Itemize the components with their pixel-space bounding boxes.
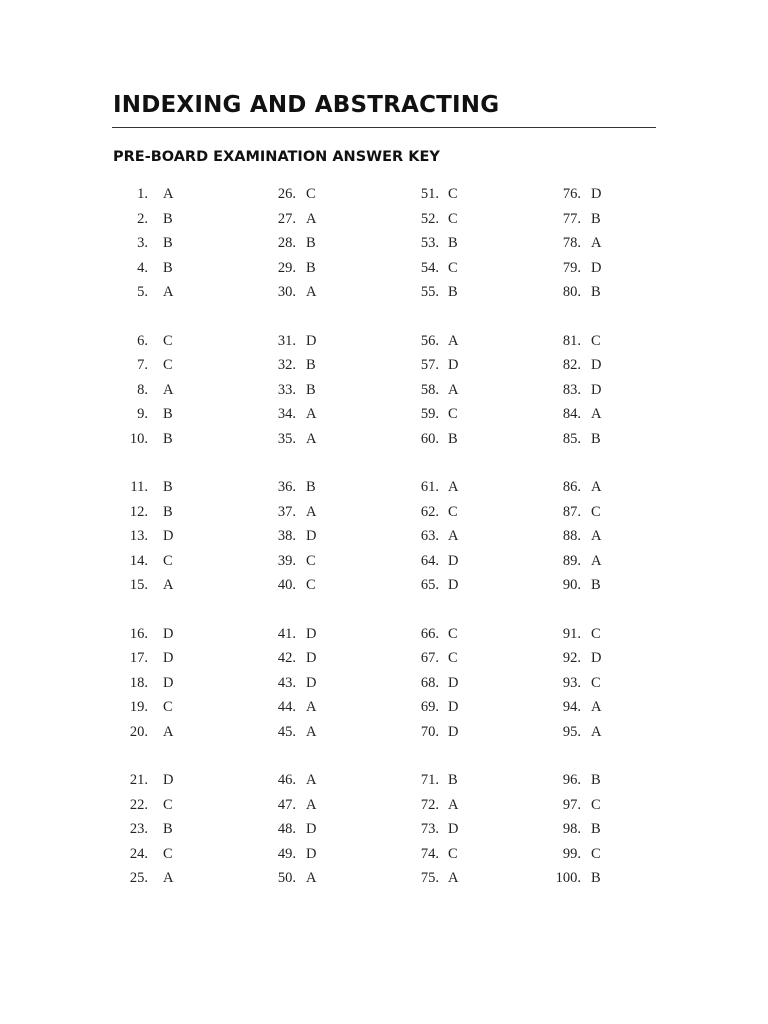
answer-letter: C bbox=[163, 357, 173, 373]
question-number: 87. bbox=[562, 503, 581, 520]
answer-letter: C bbox=[448, 259, 458, 276]
question-number: 41. bbox=[277, 625, 296, 642]
answer-letter: D bbox=[591, 381, 602, 398]
question-number: 35. bbox=[277, 430, 296, 447]
question-number: 56. bbox=[420, 332, 439, 349]
answer-letter: C bbox=[591, 845, 601, 862]
question-number: 86. bbox=[562, 479, 581, 495]
question-number: 49. bbox=[277, 845, 296, 862]
answer-letter: C bbox=[448, 845, 458, 862]
answer-letter: A bbox=[448, 796, 459, 813]
question-number: 26. bbox=[277, 186, 296, 202]
answer-letter: D bbox=[163, 674, 174, 691]
question-number: 40. bbox=[277, 577, 296, 593]
answer-letter: D bbox=[306, 332, 317, 349]
question-number: 51. bbox=[420, 186, 439, 202]
question-number: 23. bbox=[129, 821, 148, 837]
answer-letter: C bbox=[591, 625, 601, 642]
answer-letter: D bbox=[591, 186, 602, 202]
answer-letter: B bbox=[448, 284, 458, 300]
answer-letter: B bbox=[591, 210, 601, 227]
answer-letter: D bbox=[448, 357, 459, 373]
answer-letter: A bbox=[448, 479, 459, 495]
question-number: 21. bbox=[129, 772, 148, 788]
answer-letter: D bbox=[163, 528, 174, 544]
question-number: 15. bbox=[129, 577, 148, 593]
answer-letter: D bbox=[306, 845, 317, 862]
answer-letter: B bbox=[163, 430, 173, 447]
question-number: 60. bbox=[420, 430, 439, 447]
answer-letter: C bbox=[306, 186, 316, 202]
question-number: 94. bbox=[562, 699, 581, 715]
question-number: 73. bbox=[420, 821, 439, 837]
question-number: 81. bbox=[562, 332, 581, 349]
answer-letter: A bbox=[306, 870, 317, 886]
question-number: 97. bbox=[562, 796, 581, 813]
question-number: 93. bbox=[562, 674, 581, 691]
question-number: 32. bbox=[277, 357, 296, 373]
answer-letter: A bbox=[306, 430, 317, 447]
answer-letter: B bbox=[163, 479, 173, 495]
answer-letter: A bbox=[306, 284, 317, 300]
answer-letter: C bbox=[448, 210, 458, 227]
answer-letter: D bbox=[163, 650, 174, 666]
answer-letter: A bbox=[591, 406, 602, 422]
question-number: 17. bbox=[129, 650, 148, 666]
question-number: 90. bbox=[562, 577, 581, 593]
question-number: 39. bbox=[277, 552, 296, 569]
question-number: 52. bbox=[420, 210, 439, 227]
answer-letter: D bbox=[591, 357, 602, 373]
question-number: 71. bbox=[420, 772, 439, 788]
answer-letter: D bbox=[306, 674, 317, 691]
answer-letter: A bbox=[306, 406, 317, 422]
question-number: 19. bbox=[129, 699, 148, 715]
question-number: 6. bbox=[137, 332, 148, 349]
question-number: 65. bbox=[420, 577, 439, 593]
question-number: 1. bbox=[137, 186, 148, 202]
question-number: 75. bbox=[420, 870, 439, 886]
answer-letter: B bbox=[448, 430, 458, 447]
answer-letter: A bbox=[163, 870, 174, 886]
answer-letter: C bbox=[163, 699, 173, 715]
question-number: 63. bbox=[420, 528, 439, 544]
answer-letter: B bbox=[591, 430, 601, 447]
question-number: 84. bbox=[562, 406, 581, 422]
question-number: 50. bbox=[277, 870, 296, 886]
answer-letter: A bbox=[448, 870, 459, 886]
question-number: 77. bbox=[562, 210, 581, 227]
question-number: 83. bbox=[562, 381, 581, 398]
answer-letter: C bbox=[591, 796, 601, 813]
answer-letter: A bbox=[448, 381, 459, 398]
question-number: 13. bbox=[129, 528, 148, 544]
answer-letter: B bbox=[163, 821, 173, 837]
answer-letter: D bbox=[591, 259, 602, 276]
question-number: 36. bbox=[277, 479, 296, 495]
question-number: 14. bbox=[129, 552, 148, 569]
question-number: 98. bbox=[562, 821, 581, 837]
answer-letter: B bbox=[591, 821, 601, 837]
question-number: 76. bbox=[562, 186, 581, 202]
answer-letter: C bbox=[448, 650, 458, 666]
answer-letter: D bbox=[306, 821, 317, 837]
question-number: 9. bbox=[137, 406, 148, 422]
answer-letter: B bbox=[306, 357, 316, 373]
answer-letter: C bbox=[163, 332, 173, 349]
answer-letter: A bbox=[591, 528, 602, 544]
answer-letter: C bbox=[591, 503, 601, 520]
document-subtitle: PRE-BOARD EXAMINATION ANSWER KEY bbox=[113, 149, 440, 165]
question-number: 20. bbox=[129, 723, 148, 740]
question-number: 37. bbox=[277, 503, 296, 520]
question-number: 59. bbox=[420, 406, 439, 422]
answer-letter: A bbox=[591, 699, 602, 715]
answer-letter: A bbox=[306, 210, 317, 227]
answer-letter: A bbox=[163, 381, 174, 398]
question-number: 25. bbox=[129, 870, 148, 886]
question-number: 12. bbox=[129, 503, 148, 520]
answer-letter: D bbox=[448, 723, 459, 740]
question-number: 33. bbox=[277, 381, 296, 398]
answer-letter: B bbox=[591, 870, 601, 886]
question-number: 82. bbox=[562, 357, 581, 373]
question-number: 42. bbox=[277, 650, 296, 666]
question-number: 88. bbox=[562, 528, 581, 544]
answer-letter: C bbox=[448, 503, 458, 520]
question-number: 30. bbox=[277, 284, 296, 300]
answer-letter: A bbox=[591, 235, 602, 251]
answer-letter: A bbox=[306, 772, 317, 788]
answer-letter: B bbox=[448, 772, 458, 788]
answer-letter: C bbox=[163, 845, 173, 862]
question-number: 61. bbox=[420, 479, 439, 495]
answer-letter: C bbox=[163, 796, 173, 813]
question-number: 95. bbox=[562, 723, 581, 740]
answer-letter: D bbox=[448, 577, 459, 593]
question-number: 58. bbox=[420, 381, 439, 398]
question-number: 62. bbox=[420, 503, 439, 520]
answer-letter: A bbox=[591, 723, 602, 740]
answer-letter: A bbox=[448, 528, 459, 544]
answer-letter: C bbox=[306, 577, 316, 593]
answer-letter: B bbox=[306, 381, 316, 398]
question-number: 22. bbox=[129, 796, 148, 813]
question-number: 80. bbox=[562, 284, 581, 300]
question-number: 64. bbox=[420, 552, 439, 569]
answer-letter: D bbox=[448, 674, 459, 691]
answer-letter: D bbox=[448, 699, 459, 715]
question-number: 27. bbox=[277, 210, 296, 227]
answer-letter: B bbox=[591, 577, 601, 593]
question-number: 89. bbox=[562, 552, 581, 569]
answer-letter: B bbox=[163, 406, 173, 422]
answer-letter: A bbox=[163, 186, 174, 202]
answer-letter: C bbox=[591, 332, 601, 349]
answer-letter: B bbox=[448, 235, 458, 251]
question-number: 3. bbox=[137, 235, 148, 251]
question-number: 66. bbox=[420, 625, 439, 642]
question-number: 47. bbox=[277, 796, 296, 813]
question-number: 43. bbox=[277, 674, 296, 691]
answer-letter: C bbox=[163, 552, 173, 569]
question-number: 55. bbox=[420, 284, 439, 300]
answer-letter: A bbox=[591, 479, 602, 495]
question-number: 57. bbox=[420, 357, 439, 373]
question-number: 100. bbox=[555, 870, 581, 886]
answer-letter: D bbox=[163, 625, 174, 642]
answer-letter: B bbox=[306, 259, 316, 276]
question-number: 96. bbox=[562, 772, 581, 788]
answer-letter: A bbox=[163, 284, 174, 300]
answer-letter: C bbox=[448, 186, 458, 202]
answer-letter: D bbox=[591, 650, 602, 666]
question-number: 78. bbox=[562, 235, 581, 251]
question-number: 92. bbox=[562, 650, 581, 666]
answer-letter: A bbox=[163, 577, 174, 593]
answer-letter: A bbox=[448, 332, 459, 349]
question-number: 16. bbox=[129, 625, 148, 642]
answer-letter: D bbox=[306, 625, 317, 642]
answer-letter: C bbox=[448, 625, 458, 642]
question-number: 79. bbox=[562, 259, 581, 276]
question-number: 34. bbox=[277, 406, 296, 422]
answer-letter: D bbox=[448, 552, 459, 569]
answer-letter: B bbox=[163, 210, 173, 227]
question-number: 48. bbox=[277, 821, 296, 837]
answer-letter: C bbox=[306, 552, 316, 569]
question-number: 11. bbox=[130, 479, 148, 495]
question-number: 67. bbox=[420, 650, 439, 666]
answer-letter: B bbox=[591, 772, 601, 788]
question-number: 45. bbox=[277, 723, 296, 740]
question-number: 69. bbox=[420, 699, 439, 715]
question-number: 29. bbox=[277, 259, 296, 276]
answer-letter: B bbox=[591, 284, 601, 300]
answer-letter: A bbox=[306, 723, 317, 740]
answer-letter: D bbox=[448, 821, 459, 837]
answer-letter: D bbox=[306, 650, 317, 666]
question-number: 99. bbox=[562, 845, 581, 862]
question-number: 72. bbox=[420, 796, 439, 813]
question-number: 8. bbox=[137, 381, 148, 398]
answer-letter: B bbox=[163, 235, 173, 251]
question-number: 44. bbox=[277, 699, 296, 715]
title-divider bbox=[112, 127, 656, 128]
answer-letter: A bbox=[306, 796, 317, 813]
answer-letter: C bbox=[448, 406, 458, 422]
question-number: 70. bbox=[420, 723, 439, 740]
question-number: 91. bbox=[562, 625, 581, 642]
question-number: 54. bbox=[420, 259, 439, 276]
answer-letter: B bbox=[163, 503, 173, 520]
question-number: 18. bbox=[129, 674, 148, 691]
question-number: 24. bbox=[129, 845, 148, 862]
question-number: 53. bbox=[420, 235, 439, 251]
question-number: 74. bbox=[420, 845, 439, 862]
document-title: INDEXING AND ABSTRACTING bbox=[113, 92, 500, 118]
question-number: 31. bbox=[277, 332, 296, 349]
question-number: 38. bbox=[277, 528, 296, 544]
question-number: 10. bbox=[129, 430, 148, 447]
answer-letter: B bbox=[306, 235, 316, 251]
answer-letter: A bbox=[306, 503, 317, 520]
answer-letter: B bbox=[163, 259, 173, 276]
question-number: 2. bbox=[137, 210, 148, 227]
answer-letter: A bbox=[163, 723, 174, 740]
answer-letter: A bbox=[591, 552, 602, 569]
answer-letter: D bbox=[163, 772, 174, 788]
question-number: 5. bbox=[137, 284, 148, 300]
question-number: 46. bbox=[277, 772, 296, 788]
question-number: 68. bbox=[420, 674, 439, 691]
answer-letter: C bbox=[591, 674, 601, 691]
question-number: 4. bbox=[137, 259, 148, 276]
answer-letter: B bbox=[306, 479, 316, 495]
answer-letter: D bbox=[306, 528, 317, 544]
question-number: 28. bbox=[277, 235, 296, 251]
answer-letter: A bbox=[306, 699, 317, 715]
question-number: 7. bbox=[137, 357, 148, 373]
question-number: 85. bbox=[562, 430, 581, 447]
